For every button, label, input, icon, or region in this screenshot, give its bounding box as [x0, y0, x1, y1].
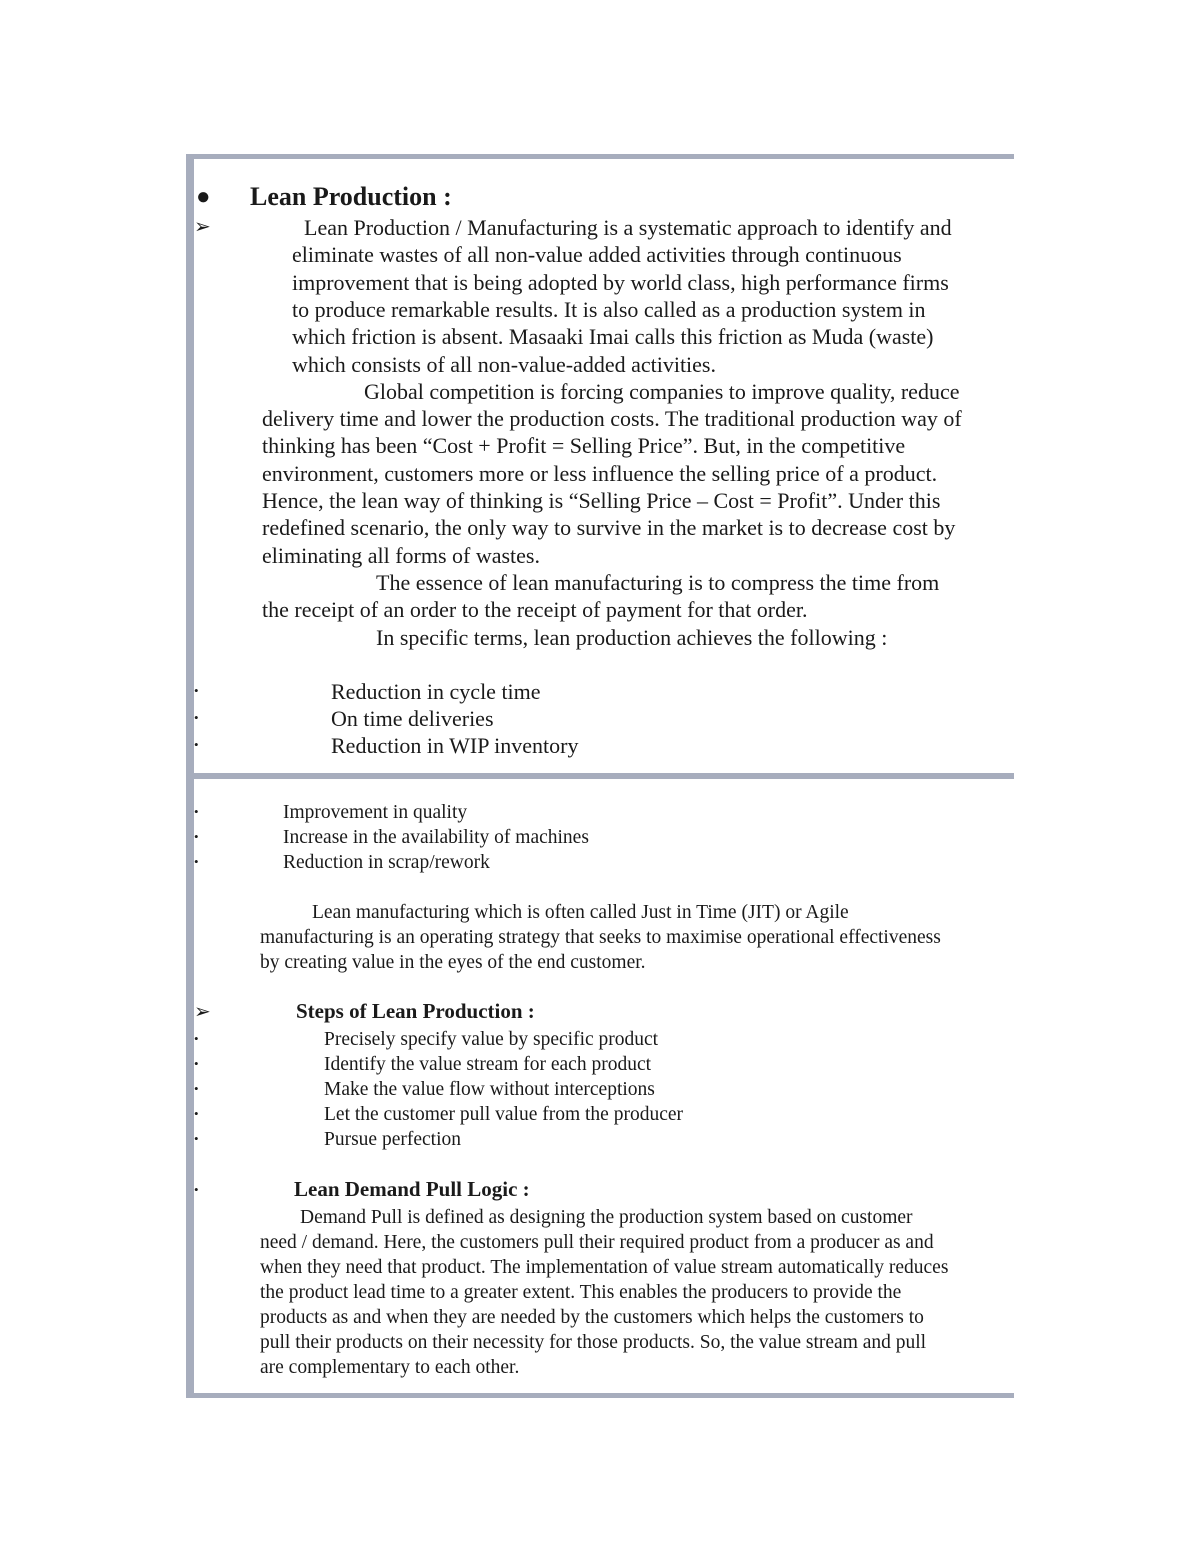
heading-lean-production: Lean Production :: [250, 182, 452, 211]
dot-bullet-icon: •: [194, 1056, 199, 1071]
paragraph-line: the receipt of an order to the receipt of payment for that order.: [262, 597, 808, 623]
paragraph-line: manufacturing is an operating strategy that seeks to maximise operational effectiveness: [260, 927, 941, 948]
achievement-item: Improvement in quality: [283, 802, 468, 823]
slide-top-border: [186, 154, 1014, 159]
slide-top-border: [186, 774, 1014, 779]
paragraph-line: thinking has been “Cost + Profit = Selling Price”. But, in the competitive: [262, 433, 906, 459]
slide-panel-bottom: [186, 774, 1014, 1398]
dot-bullet-icon: •: [194, 1081, 199, 1096]
slide-panel-top: [186, 154, 1014, 778]
achievement-item: Increase in the availability of machines: [283, 827, 589, 848]
dot-bullet-icon: •: [194, 1131, 199, 1146]
paragraph-line: need / demand. Here, the customers pull their required product from a producer as and: [260, 1232, 934, 1253]
intro-line: which consists of all non-value-added activities.: [292, 351, 716, 377]
paragraph-line: redefined scenario, the only way to survive in the market is to decrease cost by: [262, 515, 956, 541]
heading-demand-pull: Lean Demand Pull Logic :: [294, 1177, 530, 1201]
paragraph-line: environment, customers more or less influence the selling price of a product.: [262, 460, 938, 486]
dot-bullet-icon: •: [194, 1106, 199, 1121]
achievement-item: Reduction in WIP inventory: [331, 733, 579, 758]
intro-line: to produce remarkable results. It is also called as a production system in: [292, 296, 926, 322]
paragraph-line: Global competition is forcing companies to improve quality, reduce: [364, 378, 960, 404]
paragraph-line: In specific terms, lean production achieves the following :: [376, 624, 888, 650]
slide-bottom-border: [186, 1393, 1014, 1398]
arrow-bullet-icon: ➢: [194, 216, 211, 238]
dot-bullet-icon: •: [194, 854, 199, 869]
achievement-item: On time deliveries: [331, 706, 494, 731]
paragraph-line: The essence of lean manufacturing is to compress the time from: [376, 569, 940, 595]
paragraph-line: Hence, the lean way of thinking is “Selling Price – Cost = Profit”. Under this: [262, 488, 941, 513]
intro-line: which friction is absent. Masaaki Imai calls this friction as Muda (waste): [292, 324, 934, 350]
dot-bullet-icon: •: [194, 804, 199, 819]
step-item: Make the value flow without interceptions: [324, 1079, 655, 1100]
slide-left-border: [186, 154, 194, 778]
dot-bullet-icon: •: [194, 1031, 199, 1046]
dot-bullet-icon: •: [194, 710, 199, 725]
dot-bullet-icon: •: [194, 737, 199, 752]
paragraph-line: Demand Pull is defined as designing the production system based on customer: [300, 1207, 913, 1228]
paragraph-line: products as and when they are needed by the customers which helps the customers to: [260, 1307, 924, 1328]
paragraph-line: pull their products on their necessity for those products. So, the value stream and pull: [260, 1332, 927, 1353]
step-item: Identify the value stream for each product: [324, 1054, 652, 1075]
dot-bullet-icon: •: [194, 683, 199, 698]
heading-steps: Steps of Lean Production :: [296, 999, 535, 1023]
paragraph-line: are complementary to each other.: [260, 1357, 520, 1378]
paragraph-line: the product lead time to a greater extent. This enables the producers to provide the: [260, 1282, 902, 1303]
intro-line: eliminate wastes of all non-value added activities through continuous: [292, 242, 902, 268]
paragraph-line: Lean manufacturing which is often called Just in Time (JIT) or Agile: [312, 902, 849, 923]
dot-bullet-icon: •: [194, 1182, 199, 1197]
paragraph-line: by creating value in the eyes of the end customer.: [260, 952, 646, 973]
intro-line: Lean Production / Manufacturing is a systematic approach to identify and: [304, 215, 952, 240]
slide-left-border: [186, 774, 194, 1398]
arrow-bullet-icon: ➢: [194, 1001, 211, 1023]
paragraph-line: delivery time and lower the production costs. The traditional production way of: [262, 406, 962, 432]
step-item: Pursue perfection: [324, 1129, 461, 1150]
achievement-item: Reduction in scrap/rework: [283, 852, 490, 873]
step-item: Precisely specify value by specific product: [324, 1029, 659, 1050]
step-item: Let the customer pull value from the producer: [324, 1104, 683, 1125]
paragraph-line: when they need that product. The implementation of value stream automatically reduces: [260, 1257, 949, 1278]
achievement-item: Reduction in cycle time: [331, 679, 541, 704]
intro-line: improvement that is being adopted by world class, high performance firms: [292, 269, 949, 295]
bullet-icon: ●: [196, 184, 211, 210]
paragraph-line: eliminating all forms of wastes.: [262, 542, 540, 568]
dot-bullet-icon: •: [194, 829, 199, 844]
